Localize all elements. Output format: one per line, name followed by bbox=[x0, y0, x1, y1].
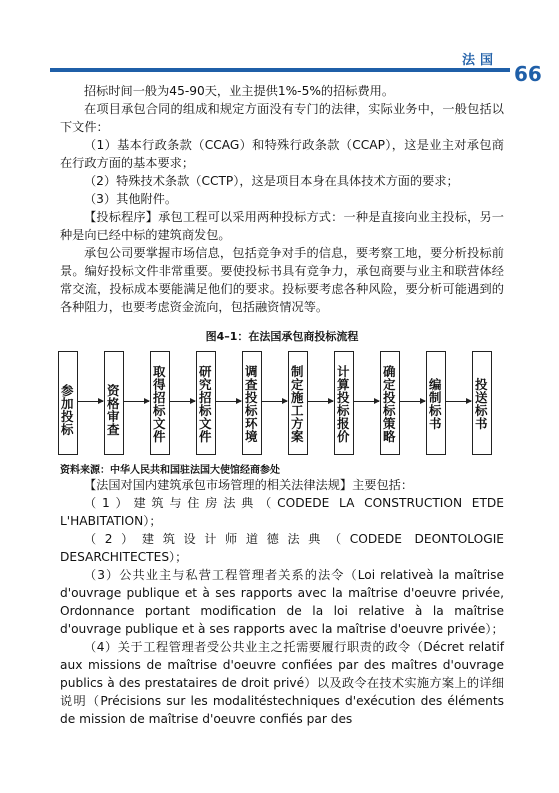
flow-step bbox=[58, 351, 78, 455]
flow-arrow bbox=[124, 401, 149, 402]
paragraph: （2）特殊技术条款（CCTP），这是项目本身在具体技术方面的要求； bbox=[84, 174, 459, 188]
flow-arrow bbox=[262, 401, 287, 402]
paragraph: （3）公共业主与私营工程管理者关系的法令（Loi relativeà la maîtrise d'ouvrage publique et à ses rapports avec la maîtrise d'oeuvre privée, Ordonnance portant modification de la loi relative à la maîtrise d'ouvrage publique et à ses rapports avec la maîtrise d'oeuvre privée）； bbox=[60, 568, 504, 636]
body-text-bottom bbox=[60, 476, 504, 728]
flow-step bbox=[380, 351, 400, 455]
flow-step-label: 研究招标文件 bbox=[199, 364, 212, 444]
flow-arrow bbox=[170, 401, 195, 402]
paragraph: 【法国对国内建筑承包市场管理的相关法律法规】主要包括： bbox=[84, 478, 414, 492]
flow-step-label: 参加投标 bbox=[61, 383, 74, 437]
flow-step-label: 编制标书 bbox=[429, 377, 442, 431]
flow-step-label: 计算投标报价 bbox=[337, 364, 350, 444]
flow-step-label: 确定投标策略 bbox=[383, 364, 396, 444]
flow-step bbox=[242, 351, 262, 455]
body-text-top bbox=[60, 82, 504, 316]
flow-step bbox=[426, 351, 446, 455]
flow-step bbox=[196, 351, 216, 455]
flow-arrow bbox=[354, 401, 379, 402]
flow-step-label: 制定施工方案 bbox=[291, 364, 304, 444]
flow-step bbox=[104, 351, 124, 455]
flow-step-label: 投送标书 bbox=[475, 377, 488, 431]
flow-step-label: 取得招标文件 bbox=[153, 364, 166, 444]
paragraph: 承包公司要掌握市场信息，包括竞争对手的信息，要考察工地，要分析投标前景。编好投标文件非常重要。要使投标书具有竞争力，承包商要与业主和联营体经常交流，投标成本要能满足他们的要求。投标要考虑各种风险，要分析可能遇到的各种阻力，也要考虑资金流向，包括融资情况等。 bbox=[60, 246, 504, 314]
flow-step bbox=[472, 351, 492, 455]
paragraph: （3）其他附件。 bbox=[84, 192, 178, 206]
paragraph: （2）建筑设计师道德法典（CODEDE DEONTOLOGIE DESARCHITECTES）； bbox=[60, 532, 504, 564]
header-rule bbox=[50, 68, 510, 72]
paragraph: 在项目承包合同的组成和规定方面没有专门的法律，实际业务中，一般包括以下文件： bbox=[60, 102, 504, 134]
paragraph: （1）建筑与住房法典（CODEDE LA CONSTRUCTION ETDE L'HABITATION）； bbox=[60, 496, 504, 528]
flow-arrow bbox=[400, 401, 425, 402]
flow-arrow bbox=[78, 401, 103, 402]
figure-source: 资料来源：中华人民共和国驻法国大使馆经商参处 bbox=[60, 465, 280, 476]
flowchart bbox=[58, 351, 508, 455]
paragraph: 招标时间一般为45-90天，业主提供1%-5%的招标费用。 bbox=[84, 84, 395, 98]
flow-step-label: 调查投标环境 bbox=[245, 364, 258, 444]
flow-step bbox=[334, 351, 354, 455]
paragraph: （4）关于工程管理者受公共业主之托需要履行职责的政令（Décret relatif aux missions de maîtrise d'oeuvre confiées par des maîtres d'ouvrage publics à des prestataires de droit privé）以及政令在技术实施方案上的详细说明（Précisions sur les modalitéstechniques d'exécution des éléments de mission de maîtrise d'oeuvre confiés par des bbox=[60, 640, 504, 726]
paragraph: （1）基本行政条款（CCAG）和特殊行政条款（CCAP），这是业主对承包商在行政方面的基本要求； bbox=[60, 138, 504, 170]
page-number: 66 bbox=[514, 62, 542, 86]
paragraph: 【投标程序】承包工程可以采用两种投标方式：一种是直接向业主投标，另一种是向已经中标的建筑商发包。 bbox=[60, 210, 504, 242]
flow-arrow bbox=[446, 401, 471, 402]
flow-arrow bbox=[216, 401, 241, 402]
running-header-country: 法国 bbox=[462, 53, 499, 68]
figure-title: 图4–1：在法国承包商投标流程 bbox=[205, 330, 359, 343]
flow-step bbox=[150, 351, 170, 455]
flow-step bbox=[288, 351, 308, 455]
flow-arrow bbox=[308, 401, 333, 402]
flow-step-label: 资格审查 bbox=[107, 383, 120, 437]
